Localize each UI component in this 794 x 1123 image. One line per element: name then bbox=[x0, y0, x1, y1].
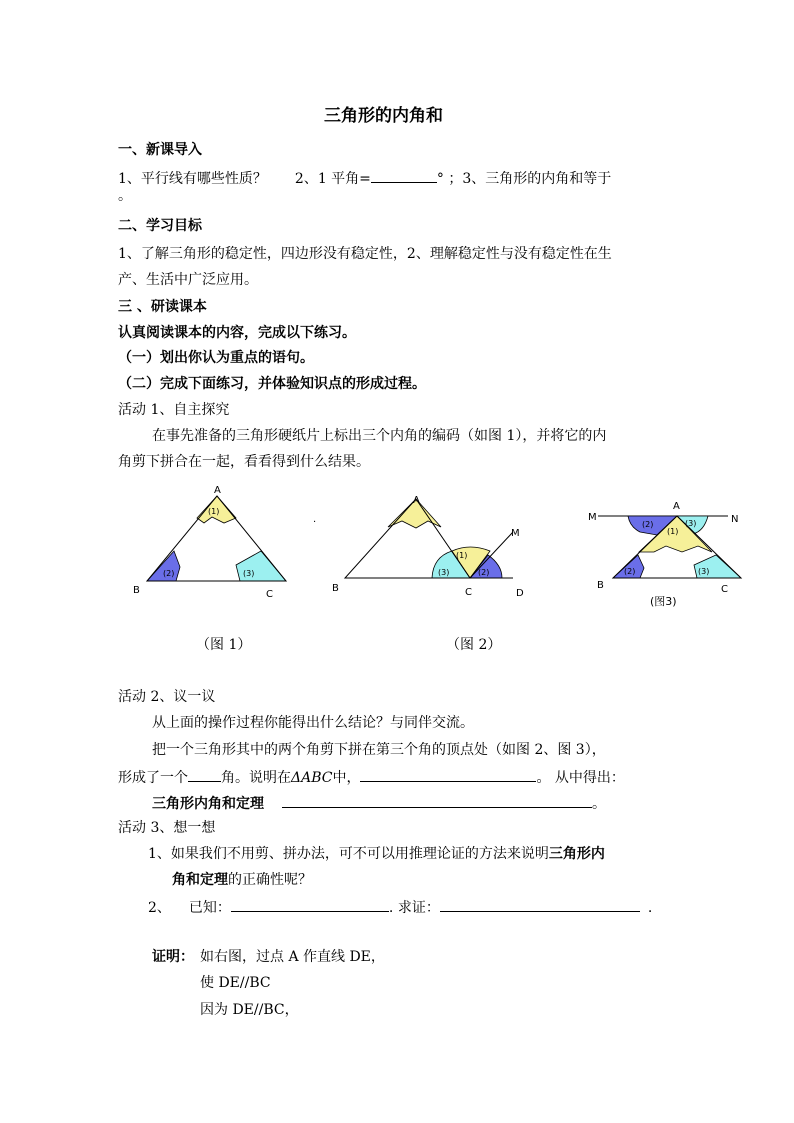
objective-line-2: 产、生活中广泛应用。 bbox=[118, 272, 258, 288]
question-3: ；3、三角形的内角和等于 bbox=[448, 171, 612, 187]
proof-line-2: 使 DE//BC bbox=[200, 975, 271, 991]
question-1: 1、平行线有哪些性质？ bbox=[118, 171, 267, 187]
q2-prove: . 求证： bbox=[388, 900, 440, 916]
figure-3 bbox=[588, 501, 741, 608]
fig3-vertex-a: A bbox=[673, 501, 680, 512]
q1-part-b: 三角形内 bbox=[548, 846, 605, 862]
theorem-end: 。 bbox=[592, 796, 606, 812]
activity-2-line-2: 把一个三角形其中的两个角剪下拼在第三个角的顶点处（如图 2、图 3）， bbox=[152, 742, 606, 758]
reading-intro: 认真阅读课本的内容，完成以下练习。 bbox=[118, 325, 356, 341]
fig2-label-a1: (1) bbox=[456, 551, 468, 560]
proof-label: 证明： bbox=[152, 949, 194, 965]
question-2: 2、1 平角= bbox=[294, 171, 371, 187]
activity-2-line-3 bbox=[118, 767, 625, 787]
fig3-vertex-c: C bbox=[721, 584, 728, 595]
fig1-label-a1: (1) bbox=[208, 507, 220, 516]
fig2-vertex-b: B bbox=[332, 583, 339, 594]
activity-2-line-1: 从上面的操作过程你能得出什么结论？与同伴交流。 bbox=[152, 715, 474, 731]
activity-1-title: 活动 1、自主探究 bbox=[118, 402, 230, 418]
line-3-part-d: 。 从中得出： bbox=[536, 770, 625, 786]
fig2-vertex-c: C bbox=[465, 587, 472, 598]
q1-part-a: 1、如果我们不用剪、拼办法，可不可以用推理论证的方法来说明 bbox=[148, 846, 549, 862]
fig2-label-a3: (3) bbox=[438, 568, 450, 577]
section-heading-2: 二、学习目标 bbox=[118, 218, 202, 234]
figure-2 bbox=[332, 495, 524, 599]
activity-3-q1 bbox=[148, 845, 605, 863]
figure-1-caption: （图 1） bbox=[196, 637, 252, 653]
blank-statement[interactable] bbox=[360, 767, 536, 782]
blank-angle[interactable] bbox=[188, 767, 221, 782]
fig2-vertex-m: M bbox=[511, 528, 520, 539]
stray-dot: · bbox=[313, 517, 317, 528]
activity-3-title: 活动 3、想一想 bbox=[118, 820, 216, 836]
activity-3-q2 bbox=[148, 897, 652, 917]
fig1-label-a2: (2) bbox=[163, 569, 175, 578]
line-3-part-b: 角。说明在 bbox=[221, 770, 291, 786]
theorem-line bbox=[152, 793, 606, 813]
intro-questions bbox=[118, 168, 611, 188]
fig3-label-a1: (1) bbox=[667, 527, 679, 536]
fig3-label-b2: (2) bbox=[624, 567, 636, 576]
objective-line-1: 1、了解三角形的稳定性，四边形没有稳定性，2、理解稳定性与没有稳定性在生 bbox=[118, 246, 612, 262]
activity-1-line-1: 在事先准备的三角形硬纸片上标出三个内角的编码（如图 1），并将它的内 bbox=[152, 428, 607, 444]
page-title: 三角形的内角和 bbox=[324, 106, 443, 126]
activity-1-line-2: 角剪下拼合在一起，看看得到什么结果。 bbox=[118, 454, 370, 470]
line-3-part-c: 中， bbox=[332, 770, 361, 786]
fig1-label-a3: (3) bbox=[243, 569, 255, 578]
part-2: （二）完成下面练习，并体验知识点的形成过程。 bbox=[118, 376, 426, 392]
fig1-vertex-b: B bbox=[133, 585, 140, 596]
q2-known: 已知： bbox=[188, 900, 231, 916]
proof-line-1: 如右图，过点 A 作直线 DE， bbox=[200, 949, 385, 965]
activity-3-q1-cont bbox=[172, 871, 312, 889]
proof-line-3: 因为 DE//BC， bbox=[200, 1002, 299, 1018]
fig2-vertex-a: A bbox=[413, 495, 420, 506]
figures bbox=[0, 485, 794, 665]
section-heading-3: 三 、研读课本 bbox=[118, 299, 207, 315]
section-heading-1: 一、新课导入 bbox=[118, 142, 202, 158]
fig2-vertex-d: D bbox=[516, 588, 524, 599]
blank-known[interactable] bbox=[231, 897, 389, 912]
blank-1[interactable] bbox=[371, 168, 437, 183]
q1-part-c: 角和定理 bbox=[172, 872, 228, 888]
q2-end: . bbox=[647, 900, 653, 916]
blank-prove[interactable] bbox=[440, 897, 640, 912]
triangle-abc: ΔABC bbox=[291, 770, 333, 786]
fig2-label-a2: (2) bbox=[478, 568, 490, 577]
activity-2-title: 活动 2、议一议 bbox=[118, 689, 216, 705]
degree-unit: ° bbox=[436, 171, 444, 187]
fig3-label-a3: (3) bbox=[685, 519, 697, 528]
q1-part-d: 的正确性呢？ bbox=[228, 872, 312, 888]
question-3-end: 。 bbox=[118, 188, 132, 204]
fig3-caption: (图3) bbox=[650, 595, 677, 608]
fig1-vertex-c: C bbox=[266, 589, 273, 600]
theorem-label: 三角形内角和定理 bbox=[152, 796, 264, 812]
line-3-part-a: 形成了一个 bbox=[118, 770, 188, 786]
fig3-vertex-m: M bbox=[588, 512, 597, 523]
figure-2-caption: （图 2） bbox=[446, 637, 502, 653]
fig3-vertex-b: B bbox=[597, 580, 604, 591]
fig3-label-c3: (3) bbox=[698, 567, 710, 576]
fig3-vertex-n: N bbox=[731, 514, 739, 525]
part-1: （一）划出你认为重点的语句。 bbox=[118, 350, 314, 366]
blank-theorem[interactable] bbox=[282, 793, 592, 808]
fig3-label-a2: (2) bbox=[642, 520, 654, 529]
fig1-vertex-a: A bbox=[214, 485, 221, 496]
q2-number: 2、 bbox=[148, 900, 171, 916]
figure-1 bbox=[133, 485, 286, 600]
